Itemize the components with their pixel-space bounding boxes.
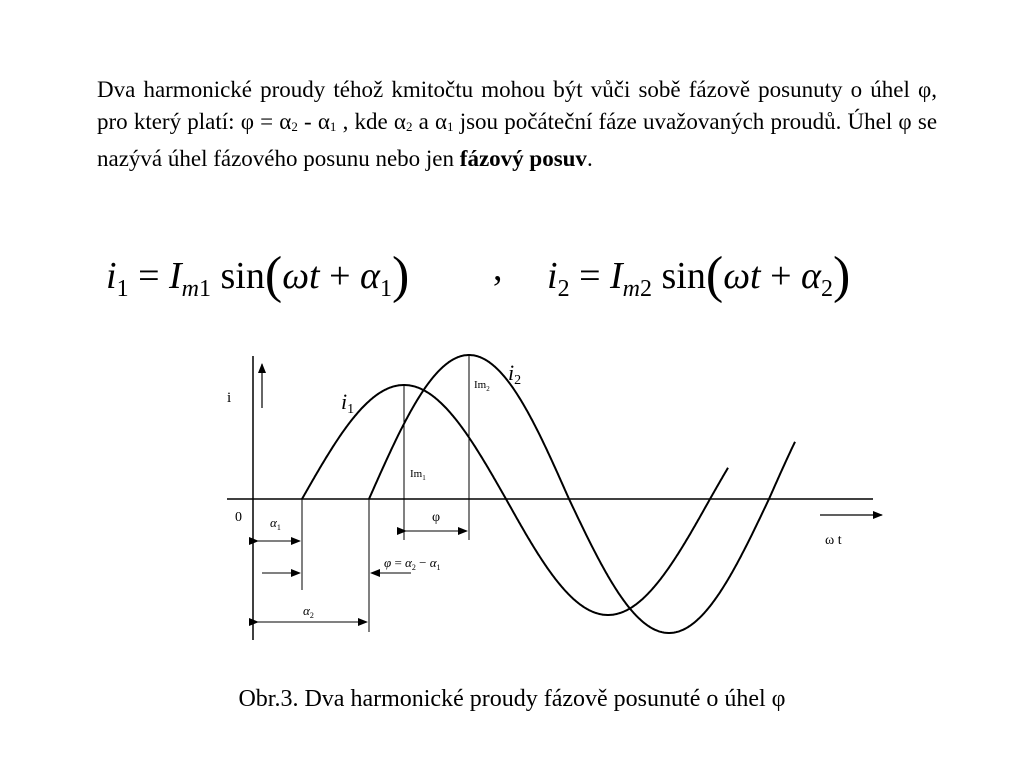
x-axis-label: ω t xyxy=(825,533,842,548)
paragraph-text-2: - α xyxy=(297,109,330,134)
eq2-omega: ω xyxy=(723,255,751,297)
paragraph-sub-1: 1 xyxy=(329,119,337,134)
y-axis-label: i xyxy=(227,390,232,406)
paragraph-text-1: Dva harmonické proudy téhož kmitočtu mohou být vůči sobě fázově posunuty o úhel φ, pro který platí: φ = α xyxy=(97,77,937,134)
eq2-amp-sub-n: 2 xyxy=(640,276,652,302)
eq1-amp: I xyxy=(169,255,182,297)
paragraph-end: . xyxy=(586,146,593,171)
paragraph-bold-term: fázový posuv xyxy=(459,146,587,171)
curve-i1-label: i1 xyxy=(341,389,355,417)
eq2-lhs: i xyxy=(547,255,558,297)
eq1-plus: + xyxy=(319,255,361,297)
eq1-rparen: ) xyxy=(391,247,410,304)
equation-separator: , xyxy=(493,247,503,289)
eq2-rparen: ) xyxy=(832,247,851,304)
eq1-alpha-sub: 1 xyxy=(379,276,392,302)
eq2-amp-sub-m: m xyxy=(622,276,640,302)
paragraph-text-3: , kde α xyxy=(336,109,406,134)
curve-i2-label: i2 xyxy=(508,360,522,388)
eq2-equals: = xyxy=(569,255,610,297)
phi-label: φ xyxy=(432,510,441,525)
eq2-plus: + xyxy=(760,255,802,297)
eq2-lhs-sub: 2 xyxy=(557,276,570,302)
paragraph-sub-2: 2 xyxy=(291,119,298,134)
eq1-omega: ω xyxy=(282,255,310,297)
eq2-lparen: ( xyxy=(705,247,724,304)
alpha2-label: $\alpha_2$ xyxy=(303,603,314,620)
current-i1-curve xyxy=(302,385,728,615)
eq1-equals: = xyxy=(128,255,169,297)
figure-caption: Obr.3. Dva harmonické proudy fázově posunuté o úhel φ xyxy=(238,686,786,712)
alpha1-label: $\alpha_1$ xyxy=(270,515,281,532)
eq1-sin: sin xyxy=(211,255,265,297)
eq1-lparen: ( xyxy=(264,247,283,304)
eq2-alpha-sub: 2 xyxy=(820,276,833,302)
eq1-alpha: α xyxy=(360,255,380,297)
im1-label: $Im_1$ xyxy=(410,468,426,482)
eq2-t: t xyxy=(750,255,761,297)
eq2-amp: I xyxy=(610,255,623,297)
eq1-lhs-sub: 1 xyxy=(116,276,129,302)
origin-label: 0 xyxy=(235,510,242,525)
eq2-alpha: α xyxy=(801,255,821,297)
phi-formula-label: $\varphi = \alpha_2 - \alpha_1$ xyxy=(384,555,441,572)
paragraph-sub-2b: 2 xyxy=(405,119,413,134)
eq1-lhs: i xyxy=(106,255,117,297)
eq1-amp-sub-n: 1 xyxy=(199,276,211,302)
eq1-amp-sub-m: m xyxy=(181,276,199,302)
paragraph-sub-1b: 1 xyxy=(447,119,454,134)
eq2-sin: sin xyxy=(652,255,706,297)
im2-label: $Im_2$ xyxy=(474,379,490,393)
paragraph-text-5: jsou počáteční fáze uvažovaných proudů. Úhel φ se nazývá úhel fázového posunu nebo jen xyxy=(97,109,938,171)
eq1-t: t xyxy=(309,255,320,297)
paragraph-text-4: a α xyxy=(412,109,448,134)
